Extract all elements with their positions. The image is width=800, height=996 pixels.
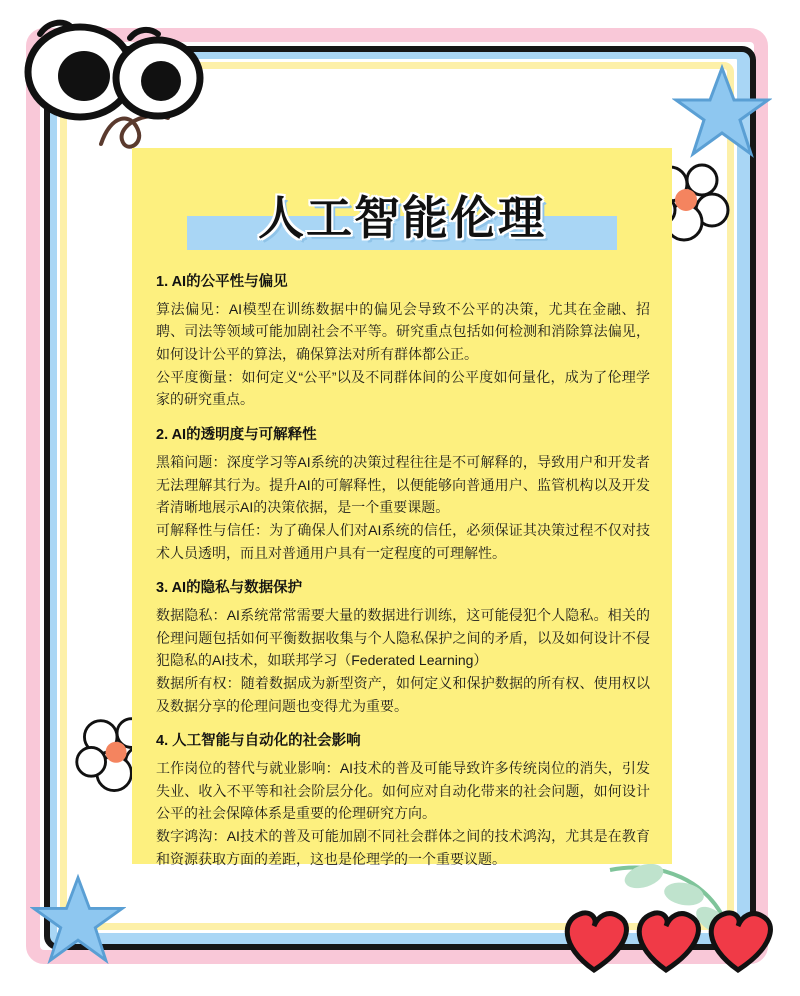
section-heading: 2. AI的透明度与可解释性 [156,427,317,444]
article-body [132,272,672,870]
page-title: 人工智能伦理 [258,192,546,244]
hearts-icon [560,898,780,976]
section-heading: 3. AI的隐私与数据保护 [156,580,303,597]
content-card [132,148,672,867]
section-paragraph: 工作岗位的替代与就业影响：AI技术的普及可能导致许多传统岗位的消失，引发失业、收入不平等和社会阶层分化。如何应对自动化带来的社会问题，如何设计公平的社会保障体系是重要的伦理研究方向。 [156,760,650,822]
section-paragraph: 算法偏见：AI模型在训练数据中的偏见会导致不公平的决策，尤其在金融、招聘、司法等领域可能加剧社会不平等。研究重点包括如何检测和消除算法偏见，如何设计公平的算法，确保算法对所有群体都公正。 [156,300,650,363]
section-heading: 1. AI的公平性与偏见 [156,274,288,290]
googly-eyes-icon [18,16,208,126]
star-icon [672,62,772,162]
section-paragraph: 数字鸿沟：AI技术的普及可能加剧不同社会群体之间的技术鸿沟，尤其是在教育和资源获取方面的差距，这也是伦理学的一个重要议题。 [156,828,650,867]
section-3 [156,578,650,717]
section-paragraph: 公平度衡量：如何定义“公平”以及不同群体间的公平度如何量化，成为了伦理学家的研究重点。 [156,368,650,408]
section-heading: 4. 人工智能与自动化的社会影响 [156,733,361,750]
section-4 [156,731,650,870]
star-icon [30,872,126,968]
section-paragraph: 可解释性与信任：为了确保人们对AI系统的信任，必须保证其决策过程不仅对技术人员透明，而且对普通用户具有一定程度的可理解性。 [156,521,650,561]
title-block [132,172,672,264]
section-paragraph: 数据所有权：随着数据成为新型资产，如何定义和保护数据的所有权、使用权以及数据分享的伦理问题也变得尤为重要。 [156,674,650,714]
section-2 [156,425,650,564]
section-paragraph: 黑箱问题：深度学习等AI系统的决策过程往往是不可解释的，导致用户和开发者无法理解其行为。提升AI的可解释性，以便能够向普通用户、监管机构以及开发者清晰地展示AI的决策依据，是一个重要课题。 [156,453,650,516]
section-1 [156,272,650,411]
section-paragraph: 数据隐私：AI系统常常需要大量的数据进行训练，这可能侵犯个人隐私。相关的伦理问题包括如何平衡数据收集与个人隐私保护之间的矛盾，以及如何设计不侵犯隐私的AI技术，如联邦学习（Federated Learning） [156,606,650,669]
